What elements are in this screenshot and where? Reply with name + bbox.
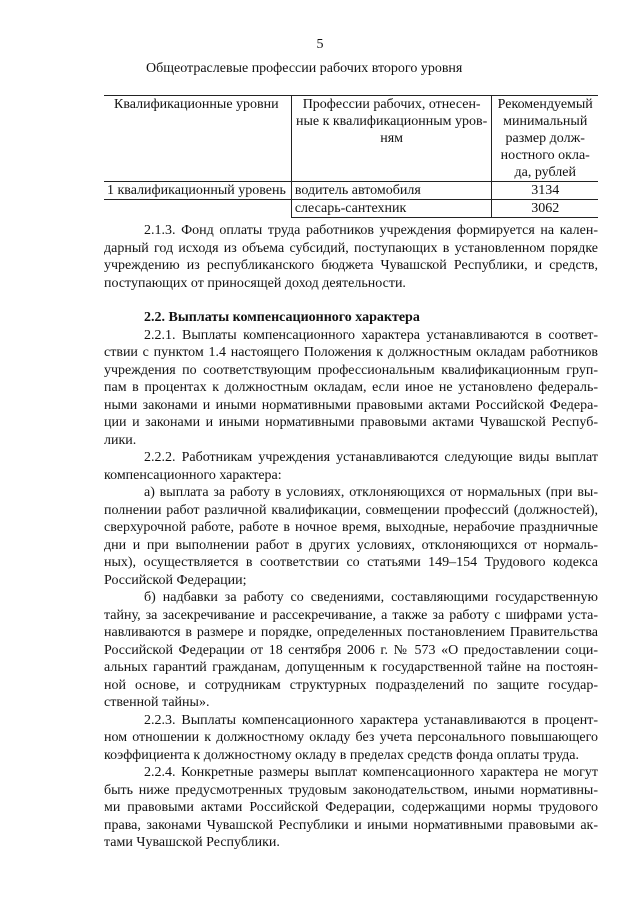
paragraph-2-2-2: 2.2.2. Работникам учреждения устанавливаются следующие виды выплат компенсационного характера: [104,450,598,483]
header-salary: Рекомендуемый минимальный размер долж-ностного окла-да, рублей [492,96,598,182]
cell-salary: 3062 [492,200,598,218]
table-row [104,200,598,218]
header-professions: Профессии рабочих, отнесен-ные к квалификационным уров-ням [291,96,492,182]
header-qualification-levels: Квалификационные уровни [104,96,291,182]
table-row [104,182,598,200]
table-header-row [104,96,598,182]
cell-profession: слесарь-сантехник [291,200,492,218]
paragraph-2-2-1: 2.2.1. Выплаты компенсационного характера устанавливаются в соответ-ствии с пунктом 1.4 настоящего Положения к должностным окладам работников учреждения по соответствующим профессиональным квалификационным груп-пам в процентах к должностным окладам, если иное не установлено федераль-ными законами и иными нормативными правовыми актами Российской Федера-ции и законами и иными нормативными правовыми актами Чувашской Респуб-лики. [104,327,598,448]
paragraph-2-2-2-b: б) надбавки за работу со сведениями, составляющими государственную тайну, за засекречивание и рассекречивание, а также за работу с шифрами уста-навливаются в размере и порядке, определенных постановлением Правительства Российской Федерации от 18 сентября 2006 г. № 573 «О предоставлении соци-альных гарантий гражданам, допущенным к государственной тайне на постоян-ной основе, и сотрудникам структурных подразделений по защите государ-ственной тайны». [104,590,598,710]
cell-profession: водитель автомобиля [291,182,492,200]
cell-level [104,200,291,218]
paragraph-2-1-3: 2.1.3. Фонд оплаты труда работников учреждения формируется на кален-дарный год исходя из объема субсидий, поступающих в установленном порядке учреждению из республиканского бюджета Чувашской Республики, и средств, поступающих от приносящей доход деятельности. [104,223,598,291]
professions-table [104,95,598,218]
section-heading-2-2: 2.2. Выплаты компенсационного характера [144,310,420,325]
cell-salary: 3134 [492,182,598,200]
document-body [104,222,598,852]
paragraph-2-2-2-a: а) выплата за работу в условиях, отклоняющихся от нормальных (при вы-полнении работ различной квалификации, совмещении профессий (должностей), сверхурочной работе, работе в ночное время, выходные, нерабочие праздничные дни и при выполнении работ в других условиях, отклоняющихся от нормаль-ных), осуществляется в соответствии со статьями 149–154 Трудового кодекса Российской Федерации; [104,485,598,588]
paragraph-2-2-3: 2.2.3. Выплаты компенсационного характера устанавливаются в процент-ном отношении к должностному окладу без учета персонального повышающего коэффициента к должностному окладу в пределах средств фонда оплаты труда. [104,712,598,763]
table-caption: Общеотраслевые профессии рабочих второго уровня [146,61,463,76]
page-number: 5 [316,37,324,52]
cell-level: 1 квалификационный уровень [104,182,291,200]
paragraph-2-2-4: 2.2.4. Конкретные размеры выплат компенсационного характера не могут быть ниже предусмотренных трудовым законодательством, иными нормативны-ми правовыми актами Российской Федерации, содержащими нормы трудового права, законами Чувашской Республики и иными нормативными правовыми ак-тами Чувашской Республики. [104,765,598,850]
